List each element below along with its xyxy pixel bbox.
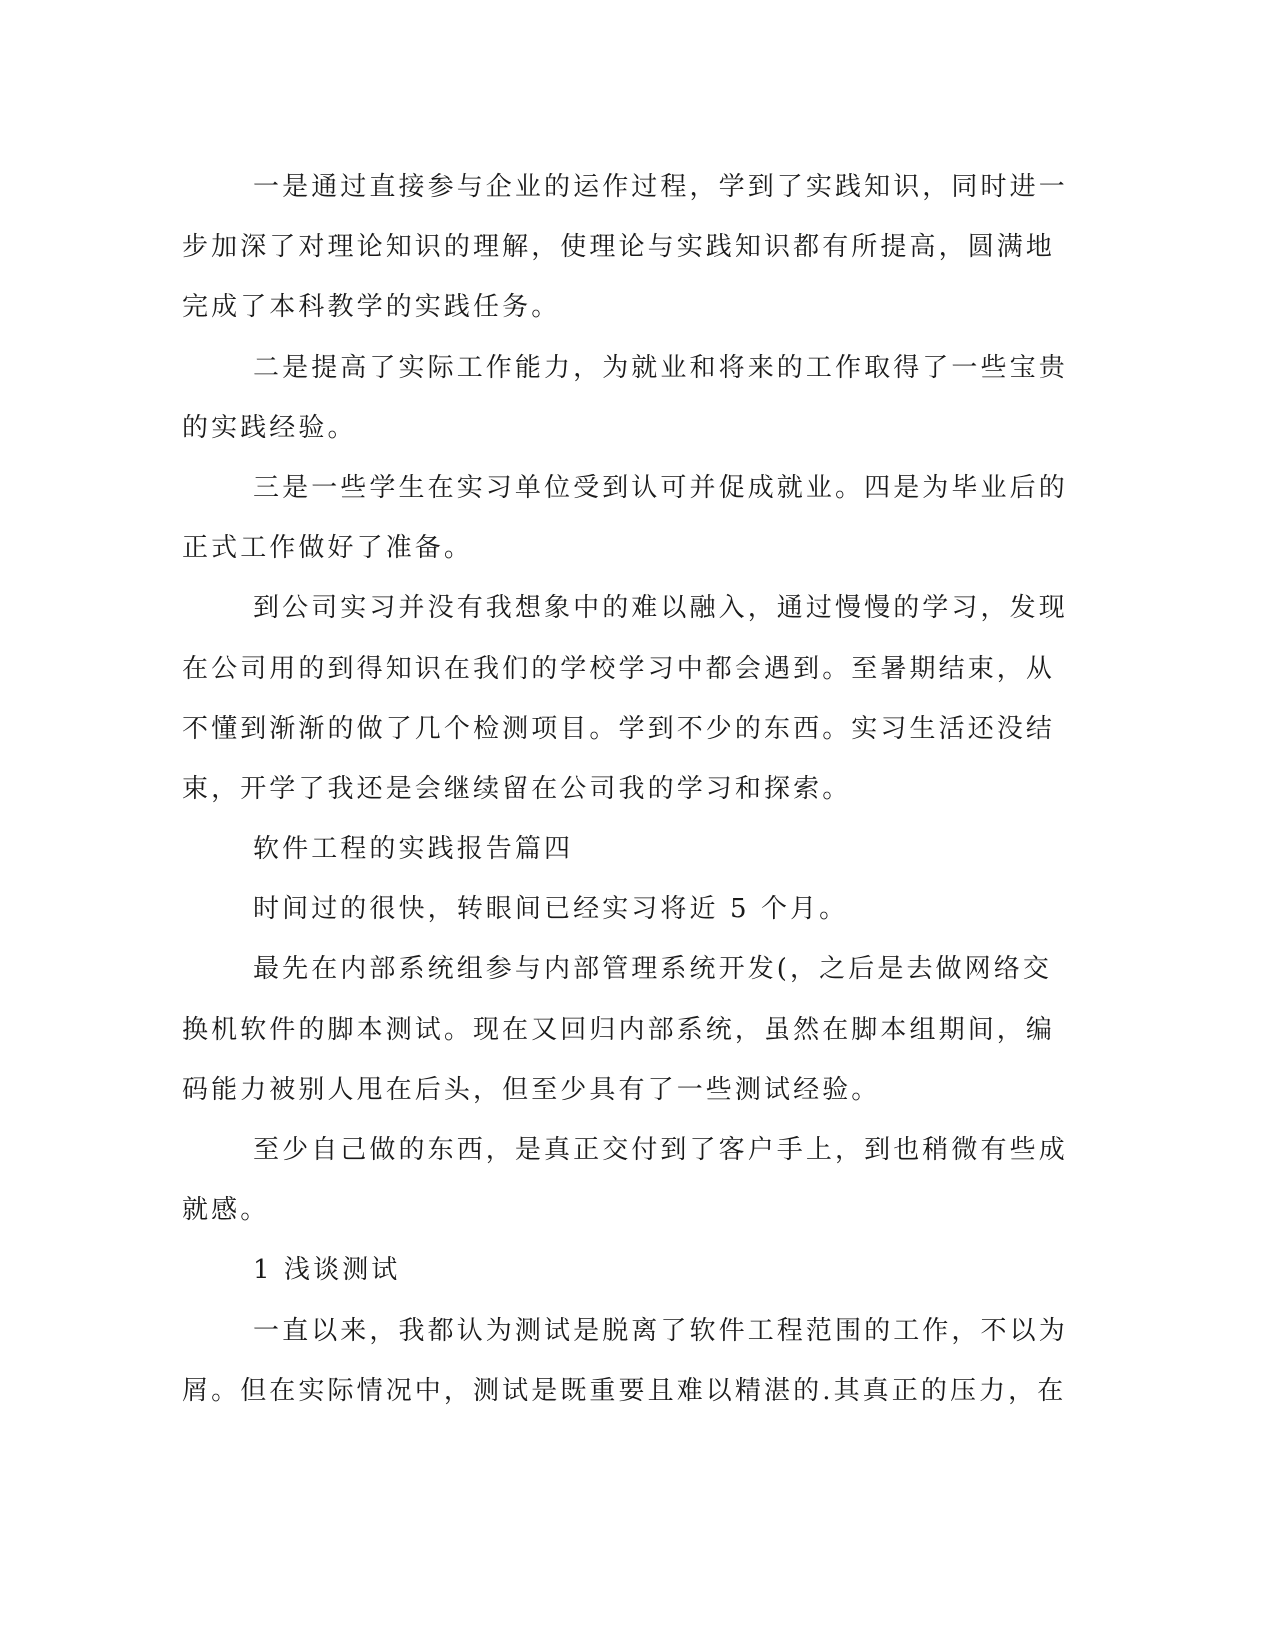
text-line: 码能力被别人甩在后头，但至少具有了一些测试经验。 bbox=[182, 1074, 881, 1105]
body-text bbox=[182, 157, 1068, 1421]
text-line: 换机软件的脚本测试。现在又回归内部系统，虽然在脚本组期间，编 bbox=[182, 1014, 1056, 1045]
text-line: 步加深了对理论知识的理解，使理论与实践知识都有所提高，圆满地 bbox=[182, 232, 1056, 263]
text-line: 正式工作做好了准备。 bbox=[182, 533, 474, 564]
subsection-heading: 1 浅谈测试 bbox=[253, 1255, 401, 1286]
text-line: 完成了本科教学的实践任务。 bbox=[182, 292, 561, 323]
text-line: 最先在内部系统组参与内部管理系统开发(，之后是去做网络交 bbox=[253, 954, 1052, 985]
text-line: 至少自己做的东西，是真正交付到了客户手上，到也稍微有些成 bbox=[253, 1135, 1068, 1165]
text-line: 一是通过直接参与企业的运作过程，学到了实践知识，同时进一 bbox=[253, 172, 1068, 202]
text-line: 三是一些学生在实习单位受到认可并促成就业。四是为毕业后的 bbox=[253, 472, 1068, 503]
text-line: 二是提高了实际工作能力，为就业和将来的工作取得了一些宝贵 bbox=[253, 352, 1068, 383]
text-line: 不懂到渐渐的做了几个检测项目。学到不少的东西。实习生活还没结 bbox=[182, 713, 1056, 744]
section-heading: 软件工程的实践报告篇四 bbox=[253, 834, 574, 865]
text-line: 的实践经验。 bbox=[182, 412, 357, 443]
text-line: 一直以来，我都认为测试是脱离了软件工程范围的工作，不以为 bbox=[253, 1315, 1068, 1346]
text-line: 到公司实习并没有我想象中的难以融入，通过慢慢的学习，发现 bbox=[253, 593, 1068, 624]
text-line: 屑。但在实际情况中，测试是既重要且难以精湛的.其真正的压力，在 bbox=[182, 1375, 1067, 1406]
text-line: 时间过的很快，转眼间已经实习将近 5 个月。 bbox=[253, 894, 849, 925]
text-line: 在公司用的到得知识在我们的学校学习中都会遇到。至暑期结束，从 bbox=[182, 653, 1056, 684]
text-line: 束，开学了我还是会继续留在公司我的学习和探索。 bbox=[182, 773, 852, 804]
text-line: 就感。 bbox=[182, 1195, 270, 1226]
